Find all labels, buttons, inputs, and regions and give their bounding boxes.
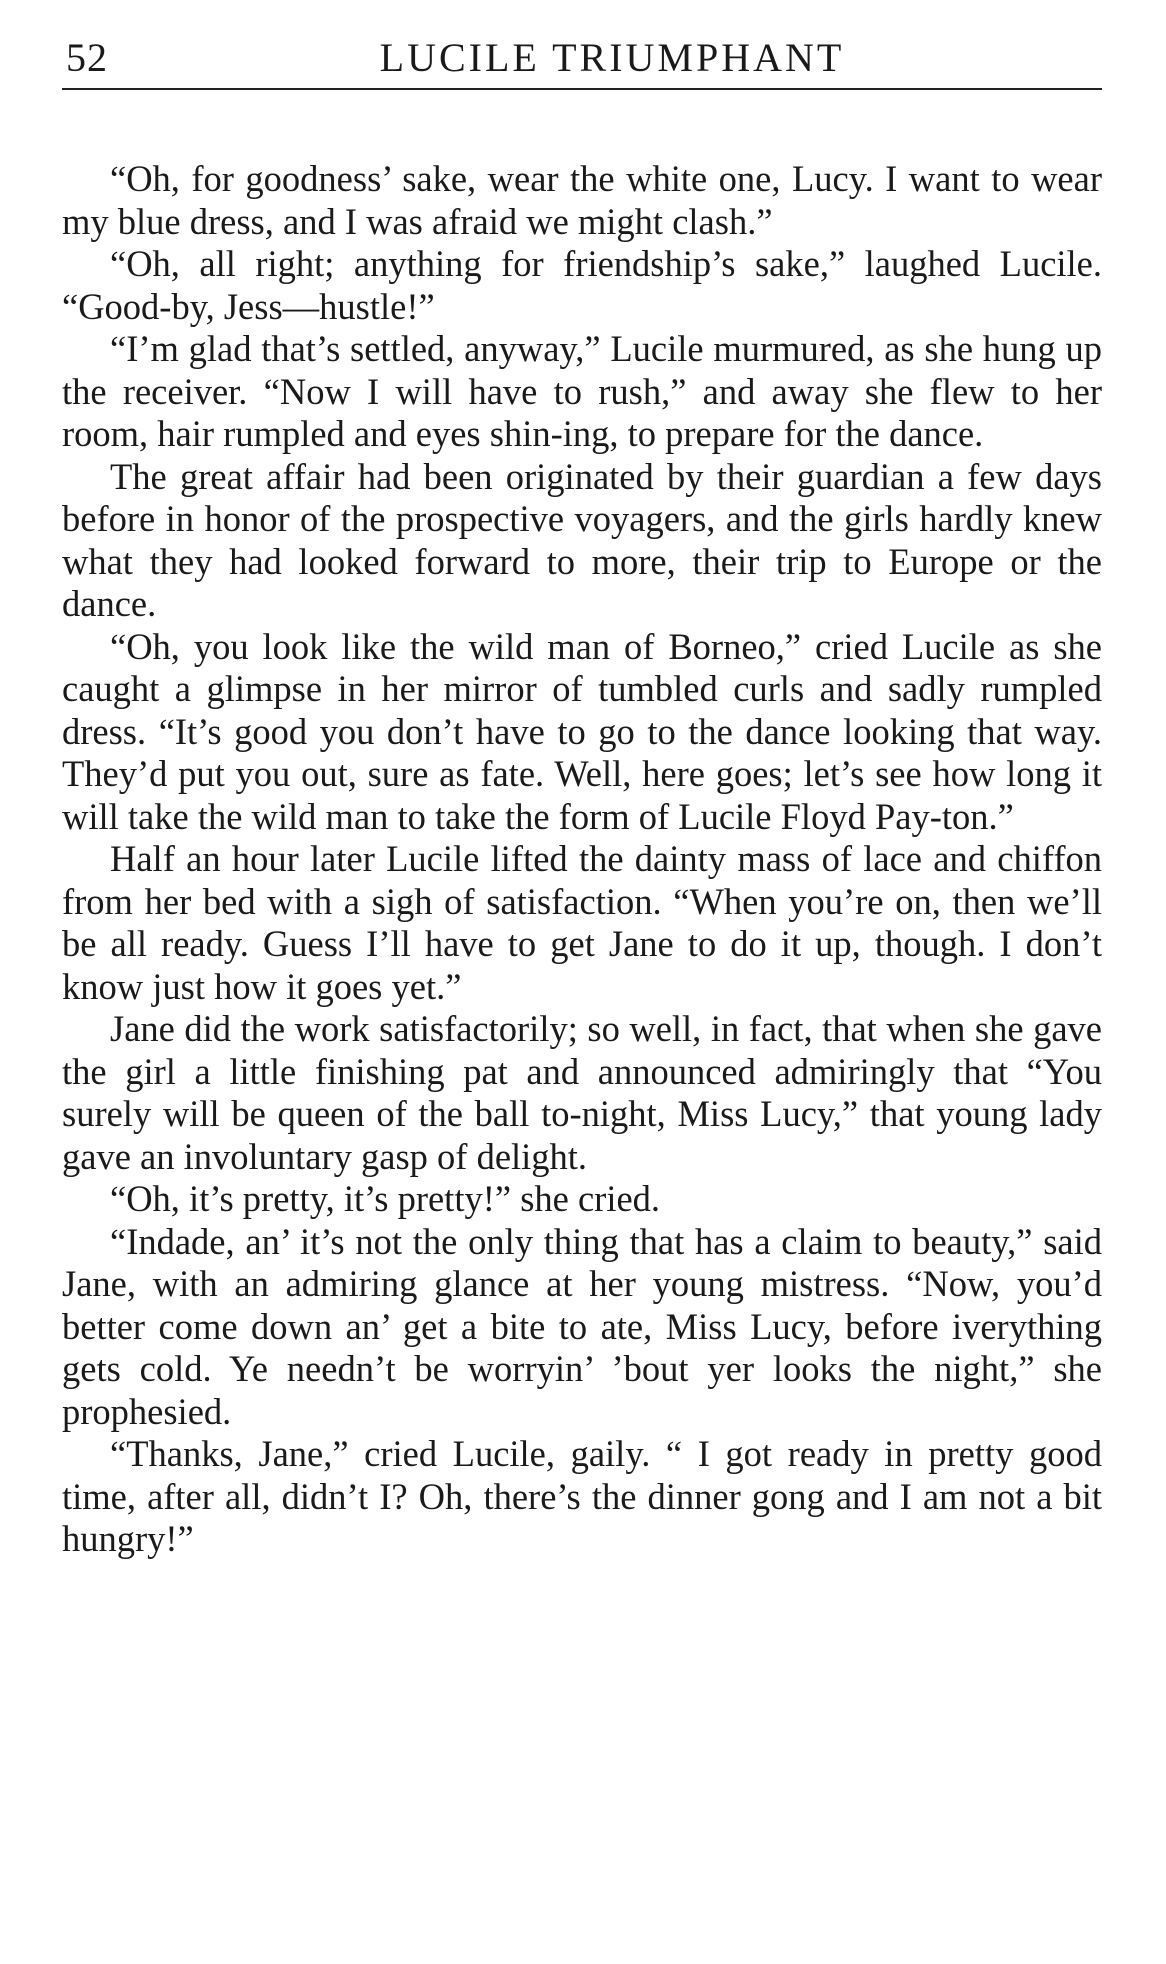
paragraph: “Oh, you look like the wild man of Borneo,” cried Lucile as she caught a glimpse in her mirror of tumbled curls and sadly rumpled dress. “It’s good you don’t have to go to the dance looking that way. They’d put you out, sure as fate. Well, here goes; let’s see how long it will take the wild man to take the form of Lucile Floyd Pay-ton.” [62, 625, 1102, 837]
page-number: 52 [66, 35, 108, 80]
paragraph: Jane did the work satisfactorily; so well, in fact, that when she gave the girl a little finishing pat and announced admiringly that “You surely will be queen of the ball to-night, Miss Lucy,” that young lady gave an involuntary gasp of delight. [62, 1008, 1102, 1177]
body-text [62, 158, 1102, 1561]
paragraph: “Indade, an’ it’s not the only thing that has a claim to beauty,” said Jane, with an admiring glance at her young mistress. “Now, you’d better come down an’ get a bite to ate, Miss Lucy, before iverything gets cold. Ye needn’t be worryin’ ’bout yer looks the night,” she prophesied. [62, 1220, 1102, 1432]
paragraph: “I’m glad that’s settled, anyway,” Lucile murmured, as she hung up the receiver. “Now I will have to rush,” and away she flew to her room, hair rumpled and eyes shin-ing, to prepare for the dance. [62, 328, 1102, 454]
page-header [62, 30, 1102, 90]
paragraph: “Oh, for goodness’ sake, wear the white one, Lucy. I want to wear my blue dress, and I was afraid we might clash.” [62, 158, 1102, 242]
paragraph: Half an hour later Lucile lifted the dainty mass of lace and chiffon from her bed with a sigh of satisfaction. “When you’re on, then we’ll be all ready. Guess I’ll have to get Jane to do it up, though. I don’t know just how it goes yet.” [62, 838, 1102, 1007]
running-title: LUCILE TRIUMPHANT [379, 35, 845, 80]
paragraph: “Thanks, Jane,” cried Lucile, gaily. “ I got ready in pretty good time, after all, didn’t I? Oh, there’s the dinner gong and I am not a bit hungry!” [62, 1433, 1102, 1559]
paragraph: “Oh, it’s pretty, it’s pretty!” she cried. [110, 1178, 661, 1219]
book-page [62, 30, 1102, 1561]
paragraph: “Oh, all right; anything for friendship’s sake,” laughed Lucile. “Good-by, Jess—hustle!” [62, 243, 1102, 327]
paragraph: The great affair had been originated by their guardian a few days before in honor of the prospective voyagers, and the girls hardly knew what they had looked forward to more, their trip to Europe or the dance. [62, 455, 1102, 624]
